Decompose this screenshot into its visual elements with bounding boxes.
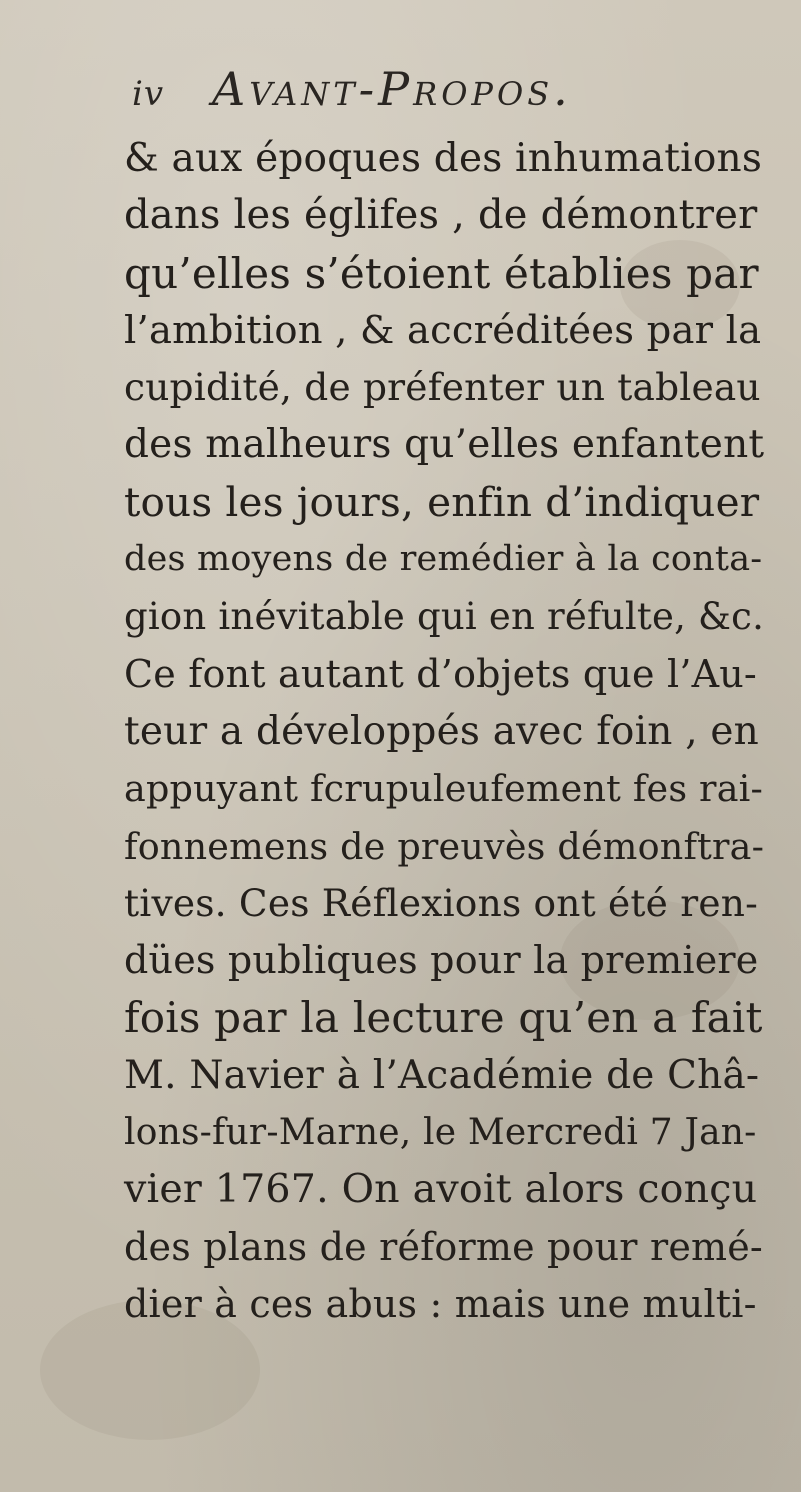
text-line: fonnemens de preuvès démonftra- <box>124 824 765 868</box>
text-line: cupidité, de préfenter un tableau <box>124 365 761 410</box>
text-line: teur a développés avec foin , en <box>124 708 759 754</box>
text-line: vier 1767. On avoit alors conçu <box>124 1166 758 1213</box>
text-line: dier à ces abus : mais une multi- <box>124 1281 757 1326</box>
text-line: des moyens de remédier à la conta- <box>124 539 763 580</box>
page-number: iv <box>132 74 165 114</box>
text-line: Ce font autant d’objets que l’Au- <box>124 651 757 696</box>
text-line: fois par la lecture qu’en a fait <box>124 993 763 1043</box>
text-line: & aux époques des inhumations <box>124 136 763 181</box>
text-line: dües publiques pour la premiere <box>124 938 759 983</box>
text-line: l’ambition , & accréditées par la <box>124 307 762 353</box>
text-line: des plans de réforme pour remé- <box>124 1224 763 1269</box>
text-line: des malheurs qu’elles enfantent <box>124 422 765 468</box>
text-line: gion inévitable qui en réfulte, &c. <box>124 595 765 639</box>
text-line: appuyant fcrupuleufement fes rai- <box>124 767 764 811</box>
running-head: Avant-Propos. <box>212 62 572 116</box>
text-line: qu’elles s’étoient établies par <box>124 248 759 298</box>
text-line: tous les jours, enfin d’indiquer <box>124 477 760 526</box>
body-text <box>124 130 764 1333</box>
text-line: dans les églifes , de démontrer <box>124 192 758 239</box>
text-line: tives. Ces Réflexions ont été ren- <box>124 880 758 925</box>
text-line: lons-fur-Marne, le Mercredi 7 Jan- <box>124 1112 757 1154</box>
text-line: M. Navier à l’Académie de Châ- <box>124 1052 760 1098</box>
